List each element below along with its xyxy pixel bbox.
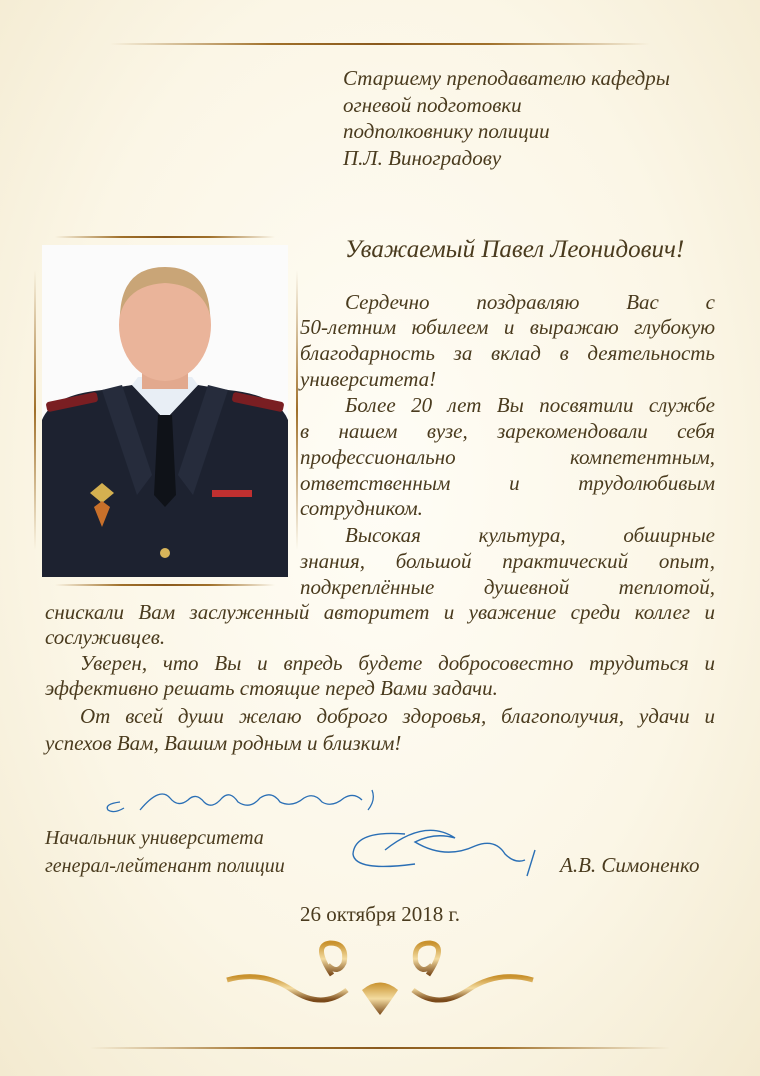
body-line: знания, большой практический опыт, — [300, 549, 715, 573]
body-line: ответственным и трудолюбивым — [300, 471, 715, 495]
address-line: Старшему преподавателю кафедры — [343, 66, 671, 90]
body-line: снискали Вам заслуженный авторитет и уважение среди коллег и — [45, 600, 715, 624]
flourish-ornament-icon — [222, 935, 538, 1020]
body-line: От всей души желаю доброго здоровья, благополучия, удачи и — [80, 704, 715, 728]
photo-frame-bottom — [55, 584, 275, 586]
signatory-rank: генерал-лейтенант полиции — [45, 855, 285, 877]
gold-ornament — [222, 935, 538, 1025]
signatory-title — [45, 824, 285, 880]
bottom-gold-rule — [90, 1047, 670, 1049]
photo-frame-right — [296, 270, 298, 550]
body-line: сослуживцев. — [45, 625, 166, 649]
letter-date: 26 октября 2018 г. — [299, 902, 461, 926]
photo-frame-left — [34, 270, 36, 550]
body-line: 50-летним юбилеем и выражаю глубокую — [300, 315, 715, 339]
address-line: огневой подготовки — [343, 93, 522, 117]
greeting: Уважаемый Павел Леонидович! — [345, 236, 685, 263]
signature-icon — [345, 820, 560, 880]
body-line: Сердечно поздравляю Вас с — [345, 290, 715, 314]
body-line: в нашем вузе, зарекомендовали себя — [300, 419, 715, 443]
signatory-name: А.В. Симоненко — [560, 853, 700, 877]
body-line: университета! — [300, 367, 437, 391]
handwritten-note — [100, 780, 390, 825]
body-line: сотрудником. — [300, 496, 423, 520]
body-line: успехов Вам, Вашим родным и близким! — [45, 731, 402, 755]
signature — [345, 820, 560, 885]
address-line: П.Л. Виноградову — [343, 146, 502, 170]
portrait-photo — [42, 245, 288, 577]
body-line: эффективно решать стоящие перед Вами задачи. — [45, 676, 498, 700]
body-line: Уверен, что Вы и впредь будете добросовестно трудиться и — [80, 651, 715, 675]
body-line: профессионально компетентным, — [300, 445, 715, 469]
body-line: благодарность за вклад в деятельность — [300, 341, 715, 365]
body-line: Высокая культура, обширные — [345, 523, 715, 547]
handwritten-regards-icon — [100, 780, 390, 820]
signatory-position: Начальник университета — [45, 827, 264, 849]
body-line: подкреплённые душевной теплотой, — [300, 575, 715, 599]
top-gold-rule — [110, 43, 650, 45]
body-line: Более 20 лет Вы посвятили службе — [345, 393, 715, 417]
photo-frame-top — [55, 236, 275, 238]
address-line: подполковнику полиции — [343, 119, 550, 143]
